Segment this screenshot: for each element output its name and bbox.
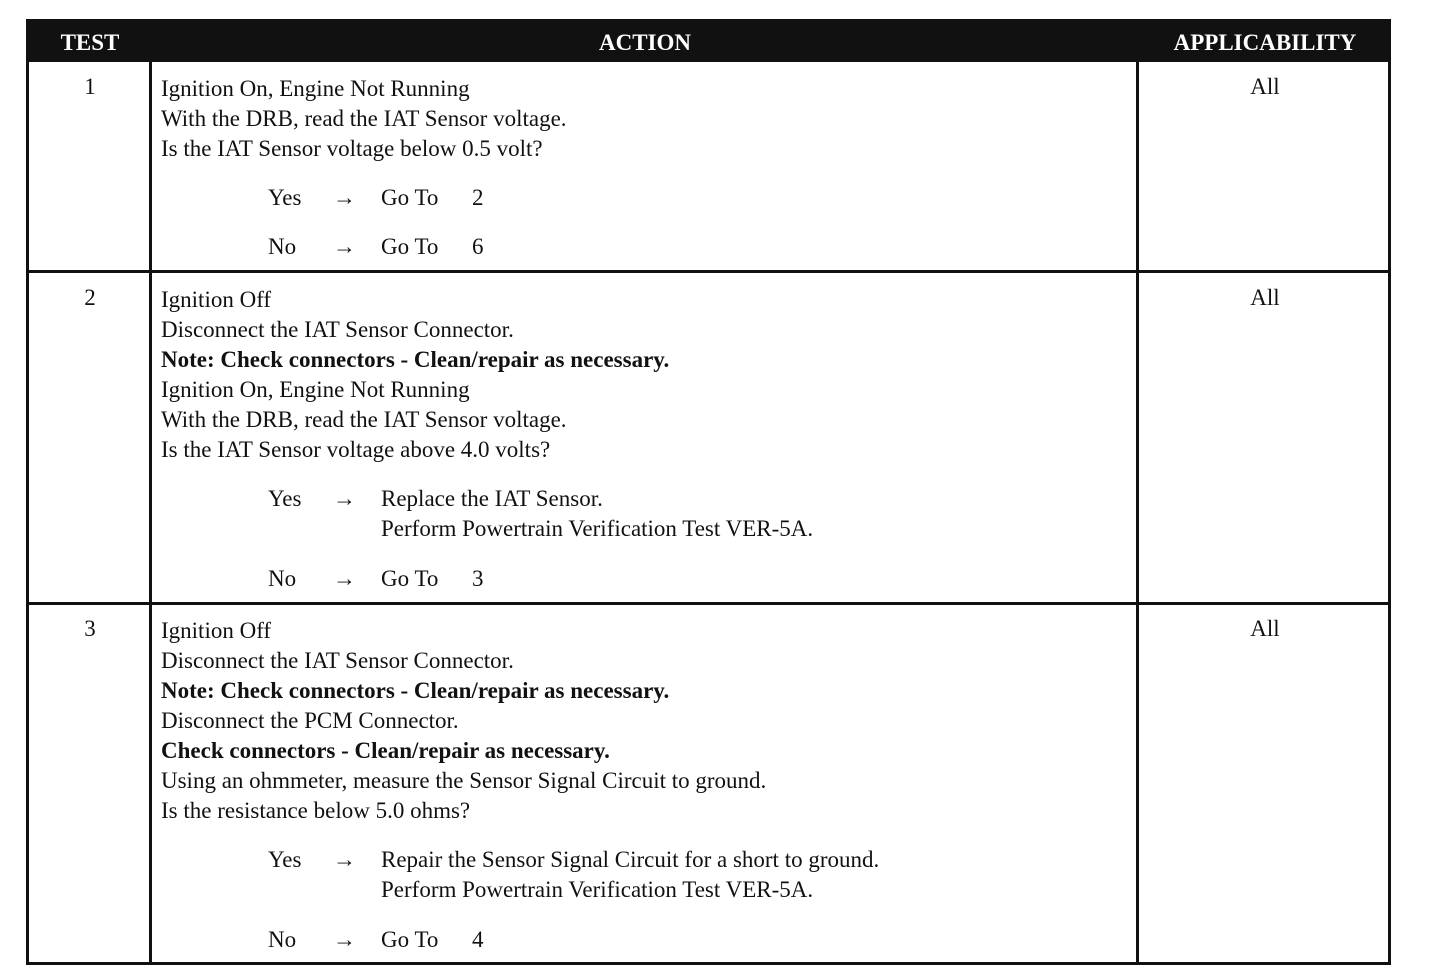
action-line: With the DRB, read the IAT Sensor voltage. [161, 106, 567, 131]
action-line: Disconnect the IAT Sensor Connector. [161, 648, 514, 673]
no-response [161, 564, 1121, 594]
header-action: ACTION [598, 30, 691, 55]
table-header [29, 22, 1388, 62]
no-response [161, 232, 1121, 262]
action-line: With the DRB, read the IAT Sensor voltage. [161, 407, 567, 432]
arrow-icon: → [333, 566, 356, 591]
action-line: Ignition Off [161, 618, 272, 643]
yes-label: Yes [268, 486, 302, 511]
yes-label: Yes [268, 185, 302, 210]
no-goto-number: 3 [472, 566, 484, 591]
action-cell [161, 74, 1121, 262]
arrow-icon: → [333, 185, 356, 210]
action-line: Disconnect the IAT Sensor Connector. [161, 317, 514, 342]
test-number: 1 [84, 74, 96, 99]
applicability-value: All [1250, 74, 1280, 99]
header-applicability: APPLICABILITY [1173, 30, 1357, 55]
row-divider [29, 602, 1388, 605]
yes-goto: Go To [381, 185, 439, 210]
action-line: Is the IAT Sensor voltage below 0.5 volt? [161, 136, 543, 161]
no-label: No [268, 566, 297, 591]
yes-goto-number: 2 [472, 185, 484, 210]
column-divider [1136, 62, 1139, 962]
yes-action: Perform Powertrain Verification Test VER-5A. [381, 516, 814, 541]
no-goto: Go To [381, 234, 439, 259]
no-goto-number: 6 [472, 234, 484, 259]
action-cell [161, 616, 1121, 955]
test-number: 3 [84, 616, 96, 641]
yes-action: Repair the Sensor Signal Circuit for a short to ground. [381, 847, 880, 872]
applicability-value: All [1250, 285, 1280, 310]
yes-response [161, 484, 1121, 514]
header-test: TEST [60, 30, 120, 55]
action-line: Using an ohmmeter, measure the Sensor Signal Circuit to ground. [161, 768, 767, 793]
action-line: Is the IAT Sensor voltage above 4.0 volts? [161, 437, 551, 462]
yes-response-continued [161, 514, 1121, 544]
yes-label: Yes [268, 847, 302, 872]
no-label: No [268, 234, 297, 259]
yes-action: Replace the IAT Sensor. [381, 486, 603, 511]
row-divider [29, 270, 1388, 273]
yes-response [161, 183, 1121, 213]
diagnostic-test-table [26, 19, 1391, 965]
applicability-value: All [1250, 616, 1280, 641]
action-note: Note: Check connectors - Clean/repair as necessary. [161, 347, 670, 372]
action-line: Disconnect the PCM Connector. [161, 708, 459, 733]
yes-action: Perform Powertrain Verification Test VER-5A. [381, 877, 814, 902]
action-line: Ignition On, Engine Not Running [161, 76, 470, 101]
arrow-icon: → [333, 847, 356, 872]
no-goto: Go To [381, 927, 439, 952]
action-note: Note: Check connectors - Clean/repair as necessary. [161, 678, 670, 703]
action-line: Is the resistance below 5.0 ohms? [161, 798, 471, 823]
arrow-icon: → [333, 927, 356, 952]
no-goto: Go To [381, 566, 439, 591]
no-response [161, 925, 1121, 955]
yes-response-continued [161, 875, 1121, 905]
action-note: Check connectors - Clean/repair as necessary. [161, 738, 610, 763]
action-line: Ignition On, Engine Not Running [161, 377, 470, 402]
action-line: Ignition Off [161, 287, 272, 312]
arrow-icon: → [333, 486, 356, 511]
yes-response [161, 845, 1121, 875]
no-label: No [268, 927, 297, 952]
no-goto-number: 4 [472, 927, 484, 952]
arrow-icon: → [333, 234, 356, 259]
action-cell [161, 285, 1121, 594]
column-divider [149, 62, 152, 962]
test-number: 2 [84, 285, 96, 310]
